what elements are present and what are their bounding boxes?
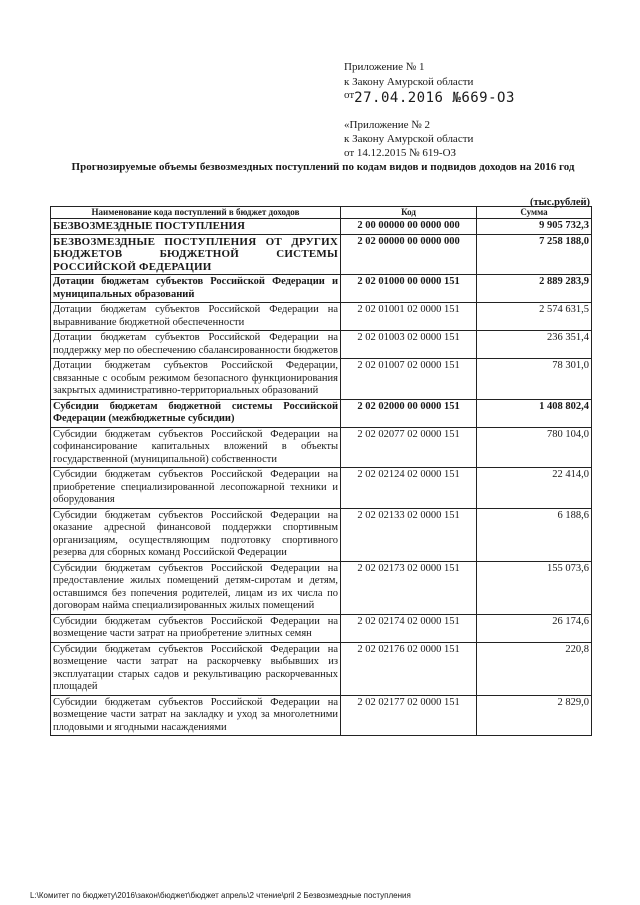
- table-row: [51, 303, 592, 331]
- row-code: 2 02 02176 02 0000 151: [341, 642, 477, 695]
- row-name: Субсидии бюджетам субъектов Российской Федерации на возмещение части затрат на приобретение элитных семян: [51, 614, 341, 642]
- law-reference: к Закону Амурской области: [344, 76, 474, 88]
- row-code: 2 02 01001 02 0000 151: [341, 303, 477, 331]
- row-sum: 155 073,6: [477, 561, 592, 614]
- appendix-number: Приложение № 1: [344, 61, 425, 73]
- table-row: [51, 508, 592, 561]
- file-path-footer: L:\Комитет по бюджету\2016\закон\бюджет\бюджет апрель\2 чтение\pril 2 Безвозмездные поступления: [30, 891, 411, 900]
- row-sum: 236 351,4: [477, 331, 592, 359]
- row-name: Дотации бюджетам субъектов Российской Федерации на поддержку мер по обеспечению сбалансированности бюджетов: [51, 331, 341, 359]
- units-label: (тыс.рублей): [530, 197, 591, 208]
- row-name: Субсидии бюджетам субъектов Российской Федерации на софинансирование капитальных вложений в объекты государственной (муниципальной) собственности: [51, 427, 341, 468]
- row-sum: 2 889 283,9: [477, 275, 592, 303]
- row-name: Субсидии бюджетам субъектов Российской Федерации на возмещение части затрат на раскорчевку выбывших из эксплуатации старых садов и рекультивацию раскорчеванных площадей: [51, 642, 341, 695]
- column-header-code: Код: [341, 207, 477, 219]
- row-name: Дотации бюджетам субъектов Российской Федерации на выравнивание бюджетной обеспеченности: [51, 303, 341, 331]
- row-code: 2 02 01000 00 0000 151: [341, 275, 477, 303]
- row-sum: 780 104,0: [477, 427, 592, 468]
- row-name: Субсидии бюджетам субъектов Российской Федерации на возмещение части затрат на закладку и уход за многолетними плодовыми и ягодными насаждениями: [51, 695, 341, 736]
- table-row: [51, 642, 592, 695]
- appendix-header: [344, 60, 473, 90]
- table-row: [51, 234, 592, 275]
- table-row: [51, 359, 592, 400]
- row-code: 2 02 02173 02 0000 151: [341, 561, 477, 614]
- table-header-row: [51, 207, 592, 219]
- row-sum: 220,8: [477, 642, 592, 695]
- row-code: 2 02 01003 02 0000 151: [341, 331, 477, 359]
- stamp-date-number: 27.04.2016 №669-ОЗ: [354, 90, 515, 106]
- revenue-table: [50, 206, 592, 736]
- table-row: [51, 427, 592, 468]
- row-sum: 22 414,0: [477, 468, 592, 509]
- table-row: [51, 275, 592, 303]
- row-code: 2 02 02177 02 0000 151: [341, 695, 477, 736]
- row-name: Субсидии бюджетам субъектов Российской Федерации на оказание адресной финансовой поддержки спортивным организациям, осуществляющим подготовку спортивного резерва для сборных команд Российской Федерации: [51, 508, 341, 561]
- table-row: [51, 219, 592, 235]
- document-title: Прогнозируемые объемы безвозмездных поступлений по кодам видов и подвидов доходов на 2016 год: [71, 161, 575, 173]
- column-header-name: Наименование кода поступлений в бюджет доходов: [51, 207, 341, 219]
- row-name: Дотации бюджетам субъектов Российской Федерации, связанные с особым режимом безопасного функционирования закрытых административно-территориальных образований: [51, 359, 341, 400]
- row-sum: 2 574 631,5: [477, 303, 592, 331]
- table-row: [51, 399, 592, 427]
- row-sum: 6 188,6: [477, 508, 592, 561]
- column-header-sum: Сумма: [477, 207, 592, 219]
- appendix2-number: «Приложение № 2: [344, 119, 431, 131]
- row-name: Субсидии бюджетам субъектов Российской Федерации на предоставление жилых помещений детям-сиротам и детям, оставшимся без попечения родителей, лицам из их числа по договорам найма специализированных жилых помещений: [51, 561, 341, 614]
- row-sum: 9 905 732,3: [477, 219, 592, 235]
- row-name: Субсидии бюджетам бюджетной системы Российской Федерации (межбюджетные субсидии): [51, 399, 341, 427]
- row-code: 2 00 00000 00 0000 000: [341, 219, 477, 235]
- row-name: Дотации бюджетам субъектов Российской Федерации и муниципальных образований: [51, 275, 341, 303]
- appendix2-header: [344, 118, 473, 160]
- law2-reference: к Закону Амурской области: [344, 133, 474, 145]
- row-sum: 78 301,0: [477, 359, 592, 400]
- row-sum: 2 829,0: [477, 695, 592, 736]
- row-sum: 1 408 802,4: [477, 399, 592, 427]
- row-code: 2 02 02077 02 0000 151: [341, 427, 477, 468]
- row-code: 2 02 02174 02 0000 151: [341, 614, 477, 642]
- row-code: 2 02 01007 02 0000 151: [341, 359, 477, 400]
- table-row: [51, 561, 592, 614]
- table-row: [51, 695, 592, 736]
- law-date-stamp: [344, 89, 515, 107]
- row-name: БЕЗВОЗМЕЗДНЫЕ ПОСТУПЛЕНИЯ ОТ ДРУГИХ БЮДЖЕТОВ БЮДЖЕТНОЙ СИСТЕМЫ РОССИЙСКОЙ ФЕДЕРАЦИИ: [51, 234, 341, 275]
- table-row: [51, 331, 592, 359]
- row-code: 2 02 02133 02 0000 151: [341, 508, 477, 561]
- row-code: 2 02 00000 00 0000 000: [341, 234, 477, 275]
- row-name: Субсидии бюджетам субъектов Российской Федерации на приобретение специализированной лесопожарной техники и оборудования: [51, 468, 341, 509]
- law2-date: от 14.12.2015 № 619-ОЗ: [344, 147, 457, 159]
- row-code: 2 02 02124 02 0000 151: [341, 468, 477, 509]
- row-sum: 26 174,6: [477, 614, 592, 642]
- table-row: [51, 468, 592, 509]
- from-prefix: от: [344, 89, 355, 101]
- row-code: 2 02 02000 00 0000 151: [341, 399, 477, 427]
- row-name: БЕЗВОЗМЕЗДНЫЕ ПОСТУПЛЕНИЯ: [51, 219, 341, 235]
- table-row: [51, 614, 592, 642]
- row-sum: 7 258 188,0: [477, 234, 592, 275]
